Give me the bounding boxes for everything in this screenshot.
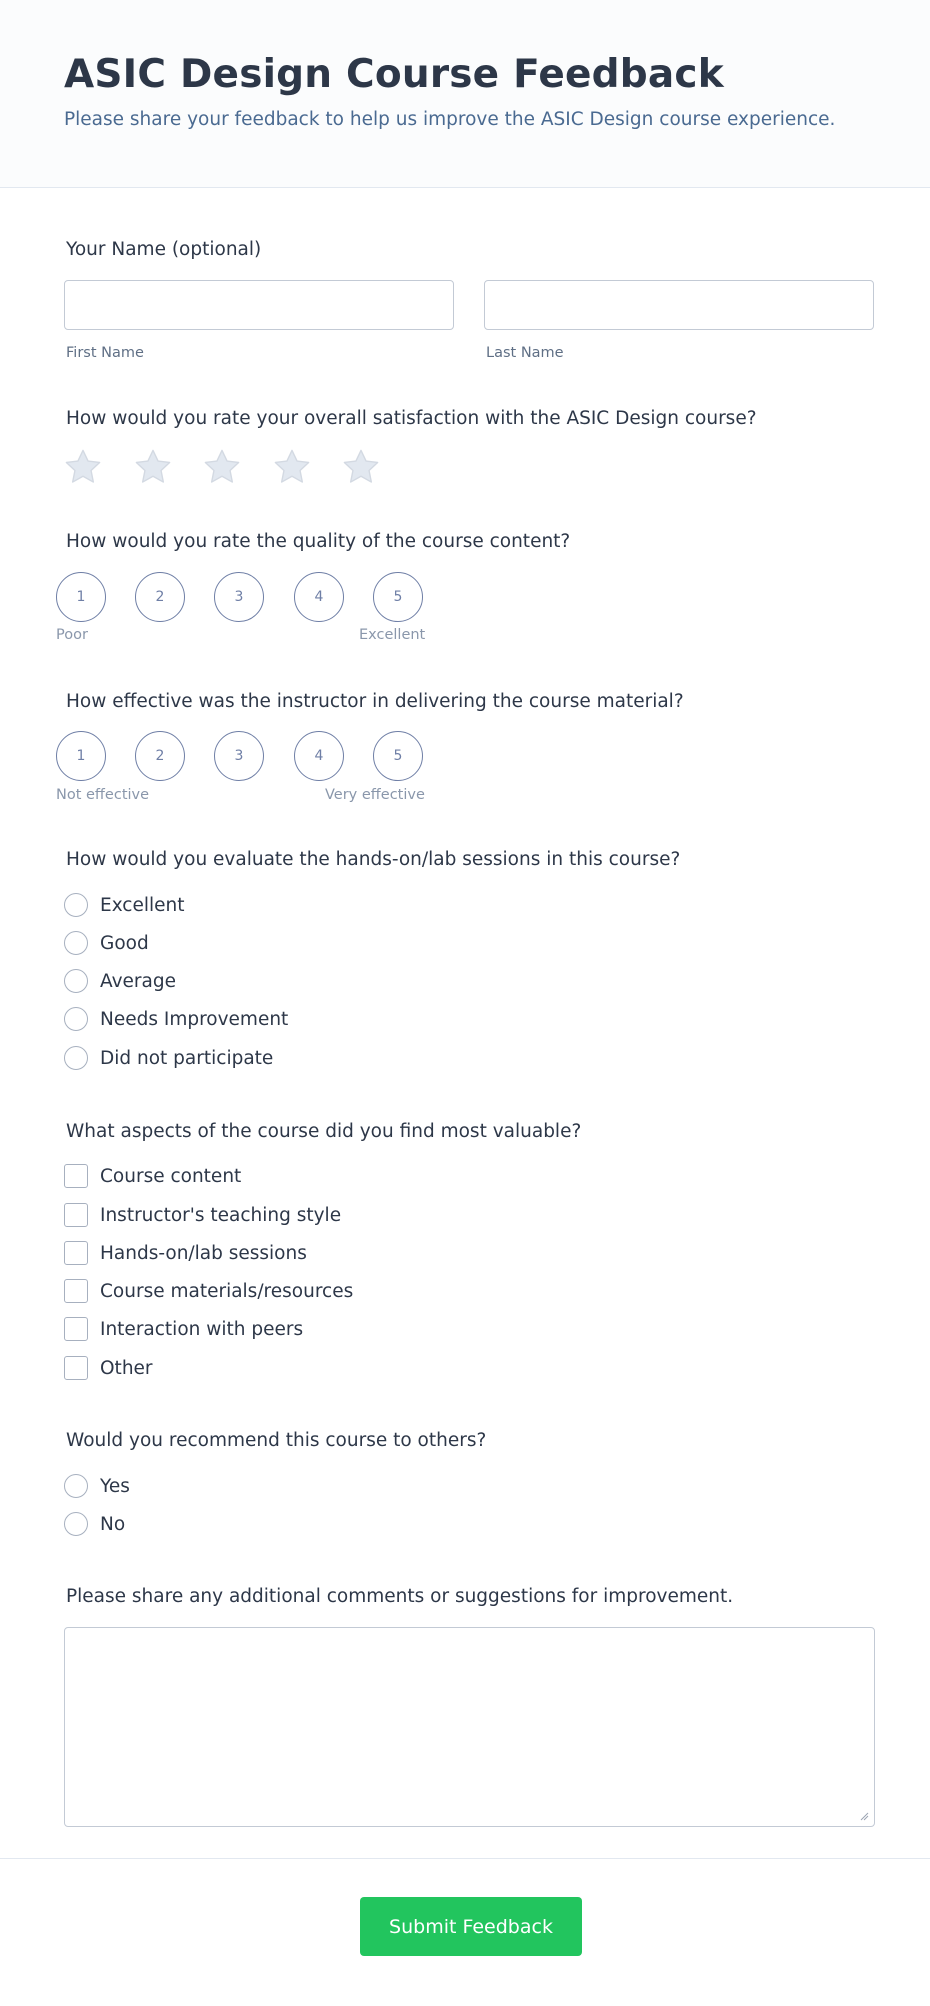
- content-quality-option-4[interactable]: 4: [294, 572, 344, 622]
- radio-button[interactable]: [64, 893, 88, 917]
- lab-option-excellent[interactable]: [64, 892, 185, 918]
- comments-question-label: Please share any additional comments or suggestions for improvement.: [66, 1586, 734, 1607]
- radio-label: Yes: [100, 1475, 130, 1497]
- resize-grip-icon[interactable]: [859, 1811, 869, 1821]
- checkbox-label: Instructor's teaching style: [100, 1204, 342, 1226]
- aspect-option-other[interactable]: [64, 1355, 153, 1381]
- satisfaction-question-label: How would you rate your overall satisfaction with the ASIC Design course?: [66, 408, 757, 429]
- checkbox[interactable]: [64, 1356, 88, 1380]
- recommend-option-no[interactable]: [64, 1511, 125, 1537]
- lab-option-good[interactable]: [64, 930, 149, 956]
- recommend-option-yes[interactable]: [64, 1473, 130, 1499]
- checkbox-label: Hands-on/lab sessions: [100, 1242, 307, 1264]
- footer-divider: [0, 1858, 930, 1859]
- page-title: ASIC Design Course Feedback: [64, 52, 724, 97]
- lab-option-did-not-participate[interactable]: [64, 1045, 273, 1071]
- recommend-question-label: Would you recommend this course to others?: [66, 1430, 487, 1451]
- page-subtitle: Please share your feedback to help us improve the ASIC Design course experience.: [64, 109, 836, 130]
- aspect-option-course-content[interactable]: [64, 1163, 241, 1189]
- instructor-option-2[interactable]: 2: [135, 731, 185, 781]
- aspect-option-lab-sessions[interactable]: [64, 1240, 307, 1266]
- content-quality-question-label: How would you rate the quality of the course content?: [66, 531, 571, 552]
- submit-feedback-button[interactable]: Submit Feedback: [360, 1897, 582, 1956]
- checkbox[interactable]: [64, 1317, 88, 1341]
- star-rating-1[interactable]: [62, 446, 104, 488]
- checkbox[interactable]: [64, 1164, 88, 1188]
- instructor-option-5[interactable]: 5: [373, 731, 423, 781]
- radio-button[interactable]: [64, 1474, 88, 1498]
- radio-label: Needs Improvement: [100, 1008, 289, 1030]
- lab-option-needs-improvement[interactable]: [64, 1006, 288, 1032]
- radio-label: Average: [100, 970, 176, 992]
- name-question-label: Your Name (optional): [66, 239, 262, 260]
- star-icon: [62, 446, 104, 488]
- star-rating-4[interactable]: [271, 446, 313, 488]
- checkbox-label: Other: [100, 1357, 153, 1379]
- aspect-option-peers[interactable]: [64, 1316, 303, 1342]
- instructor-option-4[interactable]: 4: [294, 731, 344, 781]
- checkbox[interactable]: [64, 1241, 88, 1265]
- instructor-option-3[interactable]: 3: [214, 731, 264, 781]
- content-quality-option-5[interactable]: 5: [373, 572, 423, 622]
- content-quality-option-1[interactable]: 1: [56, 572, 106, 622]
- instructor-question-label: How effective was the instructor in delivering the course material?: [66, 691, 684, 712]
- radio-button[interactable]: [64, 1046, 88, 1070]
- last-name-sublabel: Last Name: [486, 345, 564, 361]
- content-quality-option-3[interactable]: 3: [214, 572, 264, 622]
- star-rating-3[interactable]: [201, 446, 243, 488]
- first-name-sublabel: First Name: [66, 345, 144, 361]
- radio-label: Excellent: [100, 894, 185, 916]
- radio-button[interactable]: [64, 1512, 88, 1536]
- valuable-aspects-question-label: What aspects of the course did you find most valuable?: [66, 1121, 582, 1142]
- comments-textarea[interactable]: [64, 1627, 875, 1827]
- radio-button[interactable]: [64, 1007, 88, 1031]
- instructor-option-1[interactable]: 1: [56, 731, 106, 781]
- radio-label: No: [100, 1513, 126, 1535]
- lab-option-average[interactable]: [64, 968, 176, 994]
- aspect-option-teaching-style[interactable]: [64, 1202, 341, 1228]
- checkbox-label: Course materials/resources: [100, 1280, 354, 1302]
- star-icon: [132, 446, 174, 488]
- star-icon: [340, 446, 382, 488]
- radio-label: Good: [100, 932, 149, 954]
- lab-sessions-question-label: How would you evaluate the hands-on/lab sessions in this course?: [66, 849, 681, 870]
- radio-button[interactable]: [64, 931, 88, 955]
- star-icon: [271, 446, 313, 488]
- instructor-low-label: Not effective: [56, 787, 150, 803]
- checkbox-label: Course content: [100, 1165, 242, 1187]
- content-quality-low-label: Poor: [56, 627, 88, 643]
- content-quality-option-2[interactable]: 2: [135, 572, 185, 622]
- radio-button[interactable]: [64, 969, 88, 993]
- radio-label: Did not participate: [100, 1047, 274, 1069]
- checkbox[interactable]: [64, 1279, 88, 1303]
- star-rating-2[interactable]: [132, 446, 174, 488]
- form-header: [0, 0, 930, 188]
- aspect-option-materials[interactable]: [64, 1278, 353, 1304]
- checkbox[interactable]: [64, 1203, 88, 1227]
- content-quality-high-label: Excellent: [359, 627, 426, 643]
- star-rating-5[interactable]: [340, 446, 382, 488]
- checkbox-label: Interaction with peers: [100, 1318, 304, 1340]
- instructor-high-label: Very effective: [325, 787, 425, 803]
- last-name-input[interactable]: [484, 280, 874, 330]
- star-icon: [201, 446, 243, 488]
- first-name-input[interactable]: [64, 280, 454, 330]
